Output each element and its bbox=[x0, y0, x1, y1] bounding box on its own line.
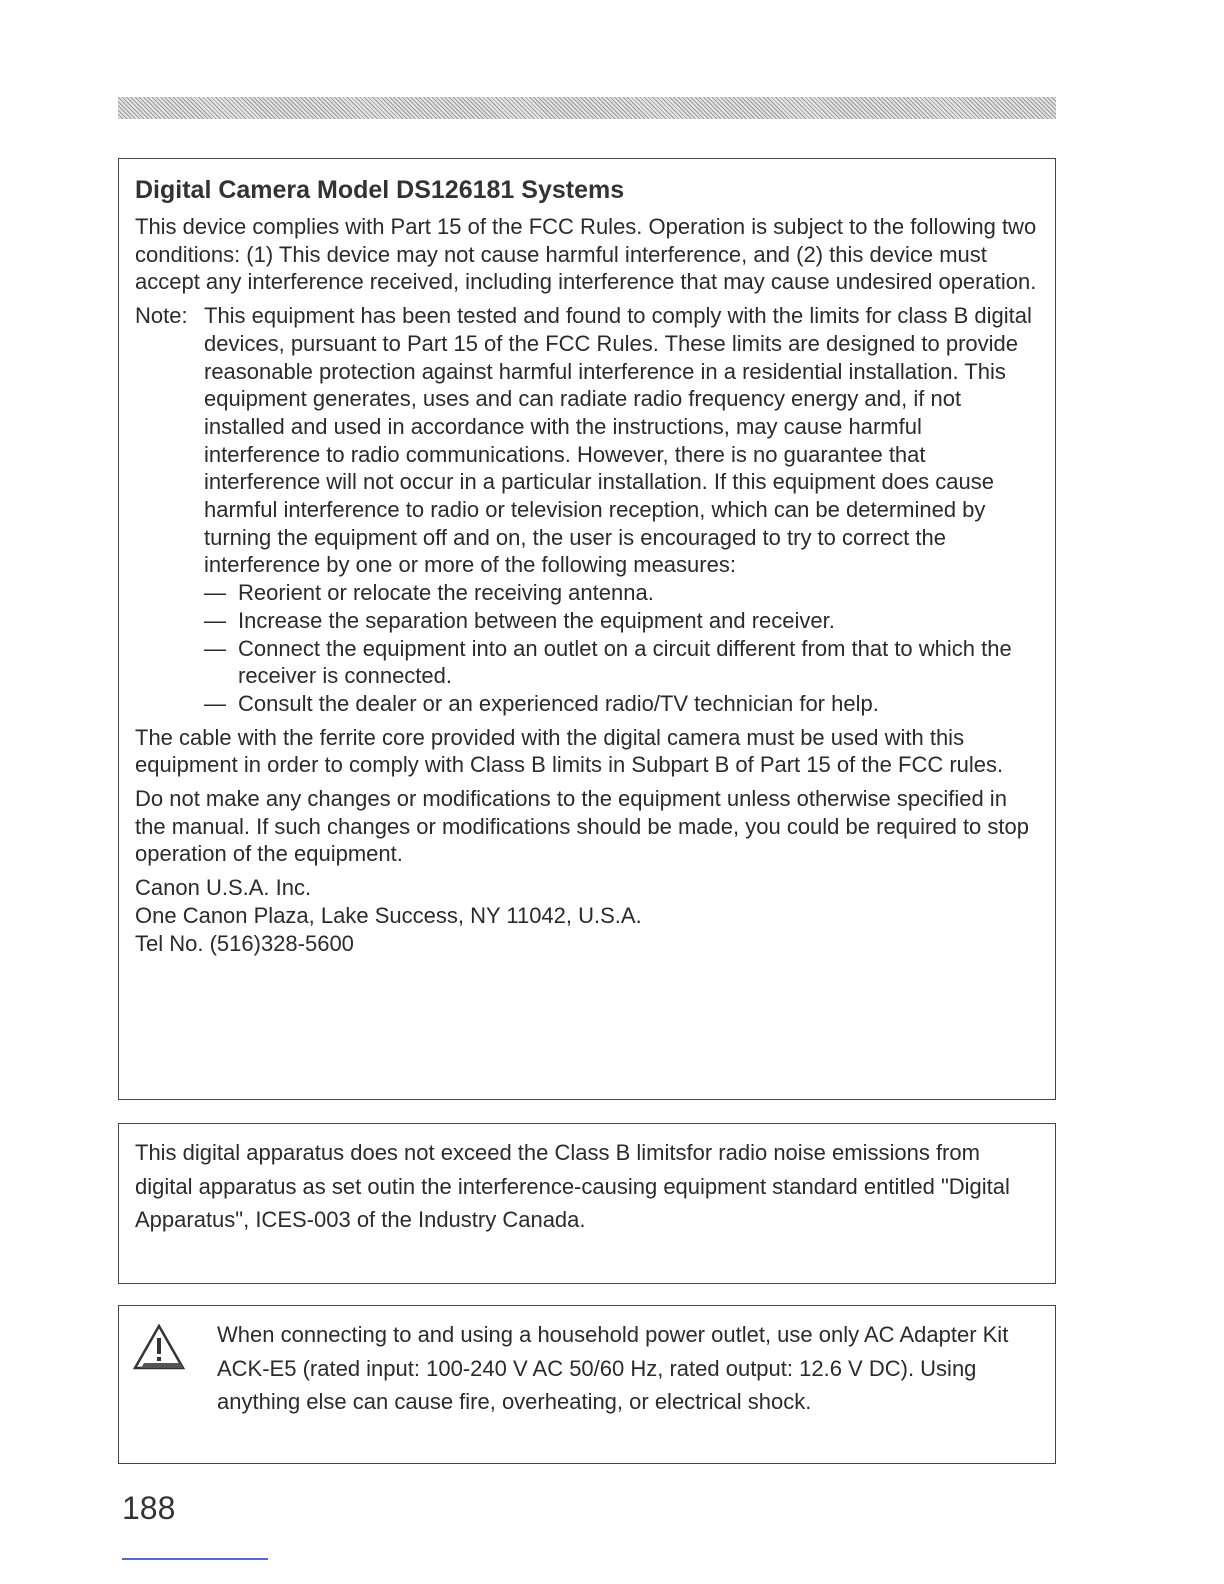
contact-address: One Canon Plaza, Lake Success, NY 11042, U.S.A. bbox=[135, 902, 642, 928]
dash-marker: — bbox=[204, 635, 226, 661]
contact-company: Canon U.S.A. Inc. bbox=[135, 875, 312, 901]
fcc-intro: This device complies with Part 15 of the FCC Rules. Operation is subject to the following two conditions: (1) This device may not cause harmful interference, and (2) this device must accept any interference received, including interference that may cause undesired operation. bbox=[135, 214, 1037, 295]
measure-item bbox=[204, 635, 1037, 690]
ices-text: This digital apparatus does not exceed the Class B limitsfor radio noise emissions from digital apparatus as set outin the interference-causing equipment standard entitled "Digital Apparatus", ICES-003 of the Industry Canada. bbox=[135, 1140, 1010, 1232]
dash-marker: — bbox=[204, 607, 226, 633]
note-label: Note: bbox=[135, 303, 188, 329]
cable-text: The cable with the ferrite core provided with the digital camera must be used with this equipment in order to comply with Class B limits in Subpart B of Part 15 of the FCC rules. bbox=[135, 724, 1004, 778]
dash-marker: — bbox=[204, 580, 226, 606]
fcc-notice-box bbox=[118, 158, 1056, 1100]
note-text: This equipment has been tested and found to comply with the limits for class B digital devices, pursuant to Part 15 of the FCC Rules. These limits are designed to provide reasonable protection against harmful interference in a residential installation. This equipment generates, uses and can radiate radio frequency energy and, if not installed and used in accordance with the instructions, may cause harmful interference to radio communications. However, there is no guarantee that interference will not occur in a particular installation. If this equipment does cause harmful interference to radio or television reception, which can be determined by turning the equipment off and on, the user is encouraged to try to correct the interference by one or more of the following measures: bbox=[204, 303, 1032, 578]
measure-text: Increase the separation between the equipment and receiver. bbox=[238, 607, 835, 633]
measure-text: Connect the equipment into an outlet on a circuit different from that to which the receiver is connected. bbox=[238, 635, 1012, 689]
measure-item bbox=[204, 607, 1037, 635]
bottom-rule bbox=[122, 1558, 268, 1560]
measure-text: Reorient or relocate the receiving antenna. bbox=[238, 580, 654, 606]
measures-list bbox=[204, 579, 1037, 718]
dash-marker: — bbox=[204, 690, 226, 716]
fcc-title: Digital Camera Model DS126181 Systems bbox=[135, 176, 625, 204]
ices-notice-box bbox=[118, 1123, 1056, 1284]
fcc-note bbox=[135, 302, 1037, 718]
contact-phone: Tel No. (516)328-5600 bbox=[135, 930, 354, 956]
warning-box bbox=[118, 1305, 1056, 1464]
measure-text: Consult the dealer or an experienced radio/TV technician for help. bbox=[238, 690, 879, 716]
warning-text: When connecting to and using a household power outlet, use only AC Adapter Kit ACK-E5 (rated input: 100-240 V AC 50/60 Hz, rated output: 12.6 V DC). Using anything else can cause fire, overheating, or electrical shock. bbox=[217, 1322, 1009, 1414]
changes-text: Do not make any changes or modifications to the equipment unless otherwise specified in the manual. If such changes or modifications should be made, you could be required to stop operation of the equipment. bbox=[135, 786, 1029, 867]
warning-triangle-icon bbox=[133, 1324, 185, 1370]
header-decorative-band bbox=[118, 97, 1056, 119]
page-number: 188 bbox=[122, 1490, 176, 1526]
contact-block bbox=[135, 874, 1037, 957]
measure-item bbox=[204, 579, 1037, 607]
measure-item bbox=[204, 690, 1037, 718]
